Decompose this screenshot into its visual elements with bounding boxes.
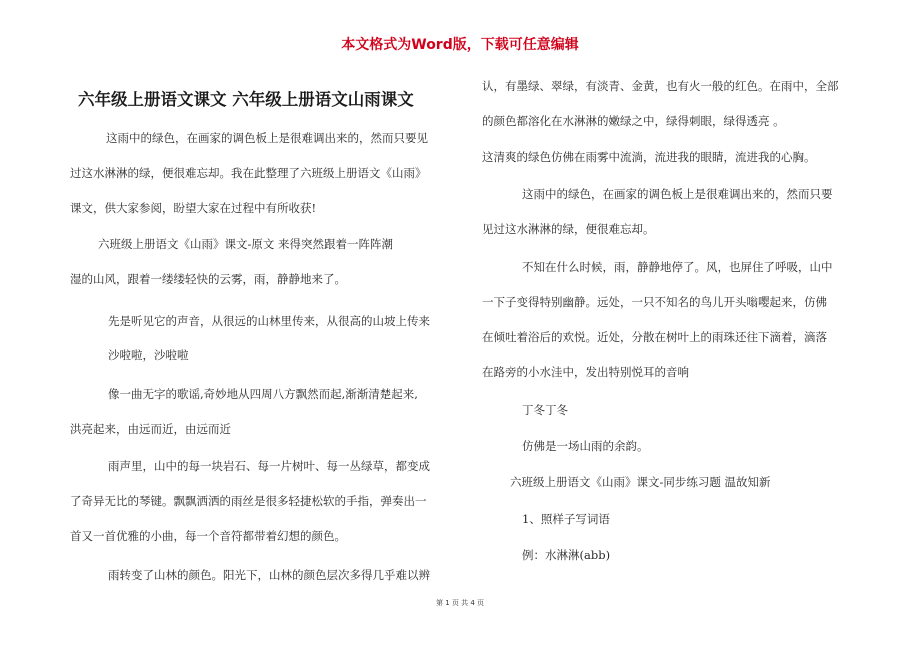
paragraph-line: 雨声里，山中的每一块岩石、每一片树叶、每一丛绿草，都变成 <box>108 459 430 473</box>
paragraph-line: 首又一首优雅的小曲，每一个音符都带着幻想的颜色。 <box>70 529 346 543</box>
paragraph-line: 沙啦啦，沙啦啦 <box>108 348 189 362</box>
paragraph-line: 这雨中的绿色，在画家的调色板上是很难调出来的，然而只要 <box>522 187 833 201</box>
paragraph-line: 课文，供大家参阅，盼望大家在过程中有所收获! <box>70 201 317 215</box>
paragraph-line: 一下子变得特别幽静。远处，一只不知名的鸟儿开头嗡嘤起来，仿佛 <box>482 295 827 309</box>
paragraph-line: 丁冬丁冬 <box>522 403 568 417</box>
paragraph-line: 在倾吐着浴后的欢悦。近处，分散在树叶上的雨珠还往下滴着，滴落 <box>482 330 827 344</box>
paragraph-line: 例：水淋淋(abb) <box>522 548 611 562</box>
document-title: 六年级上册语文课文 六年级上册语文山雨课文 <box>78 90 414 109</box>
paragraph-line: 这清爽的绿色仿佛在雨雾中流淌，流进我的眼睛，流进我的心胸。 <box>482 150 816 164</box>
paragraph-line: 先是听见它的声音，从很远的山林里传来，从很高的山坡上传来 <box>108 314 430 328</box>
paragraph-line: 不知在什么时候，雨，静静地停了。风，也屏住了呼吸，山中 <box>522 260 833 274</box>
paragraph-line: 六班级上册语文《山雨》课文-同步练习题 温故知新 <box>510 475 771 489</box>
paragraph-line: 仿佛是一场山雨的余韵。 <box>522 439 649 453</box>
paragraph-line: 雨转变了山林的颜色。阳光下，山林的颜色层次多得几乎难以辨 <box>108 568 430 582</box>
page-number-footer: 第 1 页 共 4 页 <box>435 599 485 607</box>
paragraph-line: 洪亮起来，由远而近，由远而近 <box>70 422 231 436</box>
paragraph-line: 认，有墨绿、翠绿，有淡青、金黄，也有火一般的红色。在雨中，全部 <box>482 79 839 93</box>
word-format-banner: 本文格式为Word版，下载可任意编辑 <box>341 37 579 53</box>
paragraph-line: 的颜色都溶化在水淋淋的嫩绿之中，绿得刺眼，绿得透亮 。 <box>482 114 785 128</box>
paragraph-line: 六班级上册语文《山雨》课文-原文 来得突然跟着一阵阵潮 <box>98 237 394 251</box>
paragraph-line: 湿的山风，跟着一缕缕轻快的云雾，雨，静静地来了。 <box>70 272 346 286</box>
paragraph-line: 像一曲无字的歌谣,奇妙地从四周八方飘然而起,渐渐清楚起来, <box>108 387 418 401</box>
paragraph-line: 这雨中的绿色，在画家的调色板上是很难调出来的，然而只要见 <box>106 131 428 145</box>
paragraph-line: 见过这水淋淋的绿，便很难忘却。 <box>482 222 655 236</box>
paragraph-line: 1、照样子写词语 <box>522 512 610 526</box>
paragraph-line: 在路旁的小水洼中，发出特别悦耳的音响 <box>482 365 689 379</box>
paragraph-line: 了奇异无比的琴键。飘飘洒洒的雨丝是很多轻捷松软的手指，弹奏出一 <box>70 494 427 508</box>
paragraph-line: 过这水淋淋的绿，便很难忘却。我在此整理了六班级上册语文《山雨》 <box>70 166 427 180</box>
